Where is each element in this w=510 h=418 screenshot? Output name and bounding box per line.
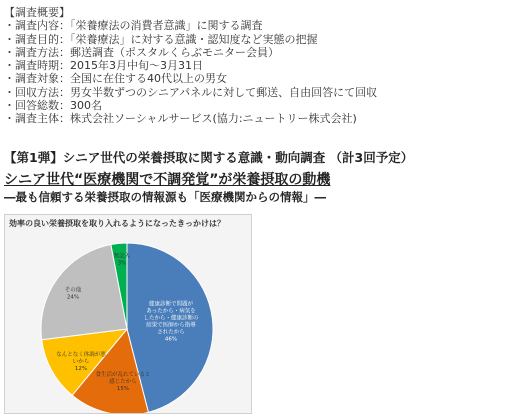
slice-label: その他 24%: [64, 287, 82, 301]
slice-label: なんとなく体調が悪いから 12%: [56, 352, 106, 372]
overview-heading: 【調査概要】: [4, 6, 70, 19]
pie-chart-panel: [4, 214, 252, 414]
overview-line-total: ・回答総数：300名: [4, 99, 102, 113]
overview-line-collection: ・回収方法：男女半数ずつのシニアパネルに対して郵送、自由回答にて回収: [4, 85, 378, 99]
slice-label: 無記入 3%: [113, 253, 131, 267]
overview-line-organizer: ・調査主体：株式会社ソーシャルサービス(協力:ニュートリー株式会社): [4, 112, 357, 126]
series-heading: 【第1弾】シニア世代の栄養摂取に関する意識・動向調査 （計3回予定）: [4, 150, 414, 165]
slice-label: 健康診断で問題があったから・病気をしたから・健康診断の結果で医師から指導されたから 46%: [143, 301, 199, 343]
overview-line-content: ・調査内容：「栄養療法の消費者意識」に関する調査: [4, 19, 263, 33]
subheadline: ―最も信頼する栄養摂取の情報源も「医療機関からの情報」―: [4, 190, 326, 204]
pie-chart: [5, 215, 251, 413]
overview-line-method: ・調査方法：郵送調査（ポスタルくらぶモニター会員）: [4, 45, 279, 59]
overview-line-period: ・調査時期：2015年3月中旬〜3月31日: [4, 59, 203, 73]
survey-overview: [4, 6, 504, 126]
slice-label: 食生活が乱れていると感じたから 15%: [95, 372, 151, 392]
overview-line-target: ・調査対象：全国に在住する40代以上の男女: [4, 72, 227, 86]
chart-title: 効率の良い栄養摂取を取り入れるようになったきっかけは？: [9, 219, 225, 228]
headline: シニア世代“医療機関で不調発覚”が栄養摂取の動機: [4, 172, 331, 188]
overview-line-purpose: ・調査目的：「栄養療法」に対する意識・認知度など実態の把握: [4, 32, 318, 46]
